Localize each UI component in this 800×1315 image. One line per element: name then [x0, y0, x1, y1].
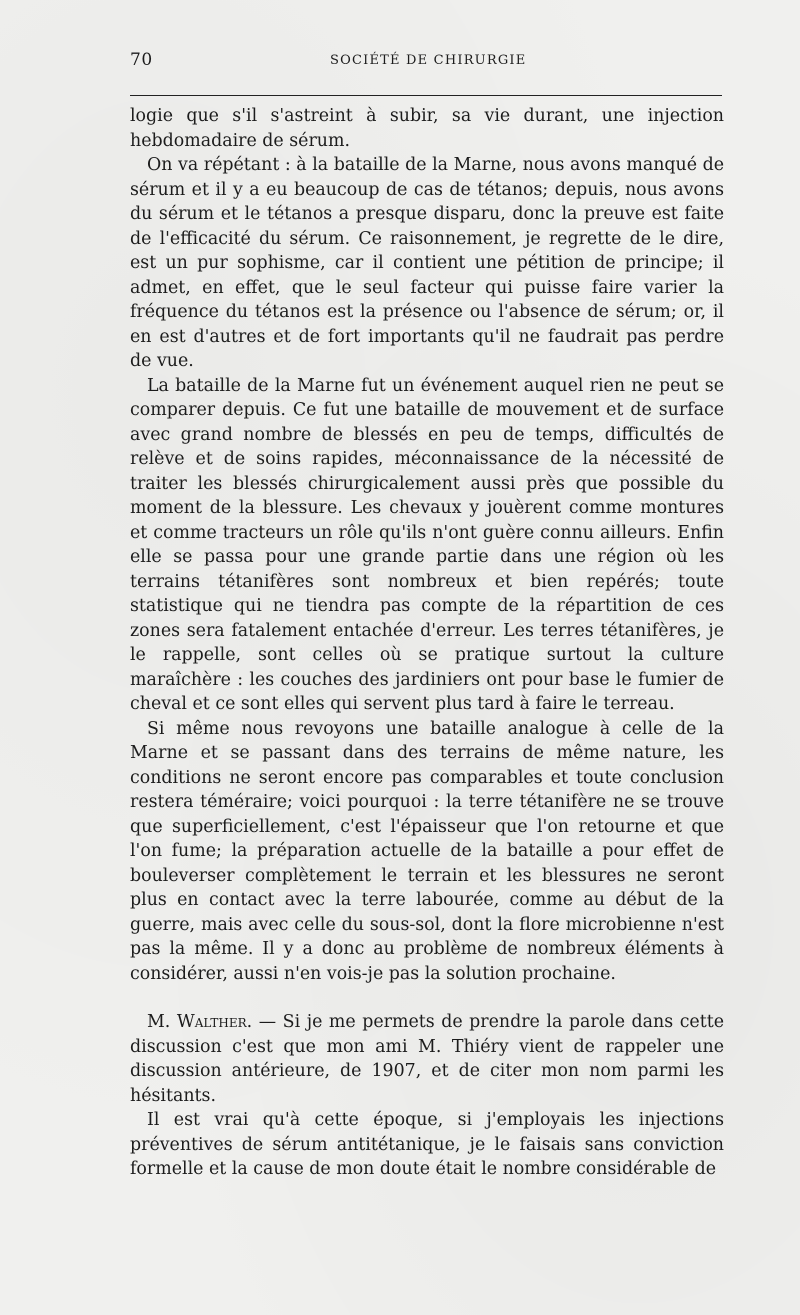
page-number: 70	[130, 50, 153, 70]
paragraph: Si même nous revoyons une bataille analogue à celle de la Marne et se passant dans des terrains de même nature, les conditions ne seront encore pas comparables et toute conclusion restera téméraire; voici pourquoi : la terre tétanifère ne se trouve que superficiellement, c'est l'épaisseur que l'on retourne et que l'on fume; la préparation actuelle de la bataille a pour effet de bouleverser complètement le terrain et les blessures ne seront plus en contact avec la terre labourée, comme au début de la guerre, mais avec celle du sous-sol, dont la flore microbienne n'est pas la même. Il y a donc au problème de nombreux éléments à considérer, aussi n'en vois-je pas la solution prochaine.	[130, 718, 724, 984]
body-text	[130, 104, 724, 1182]
header-rule	[130, 95, 722, 96]
running-head: SOCIÉTÉ DE CHIRURGIE	[330, 53, 527, 68]
speaker-paragraph	[130, 1010, 724, 1108]
page-header	[130, 50, 722, 74]
speaker-text: — Si je me permets de prendre la parole dans cette discussion c'est que mon ami M. Thiéry vient de rappeler une discussion antérieure, de 1907, et de citer mon nom parmi les hésitants.	[130, 1012, 724, 1106]
paragraph: La bataille de la Marne fut un événement auquel rien ne peut se comparer depuis. Ce fut une bataille de mouvement et de surface avec grand nombre de blessés en peu de temps, difficultés de relève et de soins rapides, méconnaissance de la nécessité de traiter les blessés chirurgicalement aussi près que possible du moment de la blessure. Les chevaux y jouèrent comme montures et comme tracteurs un rôle qu'ils n'ont guère connu ailleurs. Enfin elle se passa pour une grande partie dans une région où les terrains tétanifères sont nombreux et bien repérés; toute statistique qui ne tiendra pas compte de la répartition de ces zones sera fatalement entachée d'erreur. Les terres tétanifères, je le rappelle, sont celles où se pratique surtout la culture maraîchère : les couches des jardiniers ont pour base le fumier de cheval et ce sont elles qui servent plus tard à faire le terreau.	[130, 375, 724, 714]
speaker-name: M. Walther.	[147, 1012, 253, 1032]
paragraph: Il est vrai qu'à cette époque, si j'employais les injections préventives de sérum antitétanique, je le faisais sans conviction formelle et la cause de mon doute était le nombre considérable de	[130, 1110, 724, 1179]
paragraph-continuation: logie que s'il s'astreint à subir, sa vie durant, une injection hebdomadaire de sérum.	[130, 106, 724, 151]
paragraph: On va répétant : à la bataille de la Marne, nous avons manqué de sérum et il y a eu beaucoup de cas de tétanos; depuis, nous avons du sérum et le tétanos a presque disparu, donc la preuve est faite de l'efficacité du sérum. Ce raisonnement, je regrette de le dire, est un pur sophisme, car il contient une pétition de principe; il admet, en effet, que le seul facteur qui puisse faire varier la fréquence du tétanos est la présence ou l'absence de sérum; or, il en est d'autres et de fort importants qu'il ne faudrait pas perdre de vue.	[130, 155, 724, 371]
